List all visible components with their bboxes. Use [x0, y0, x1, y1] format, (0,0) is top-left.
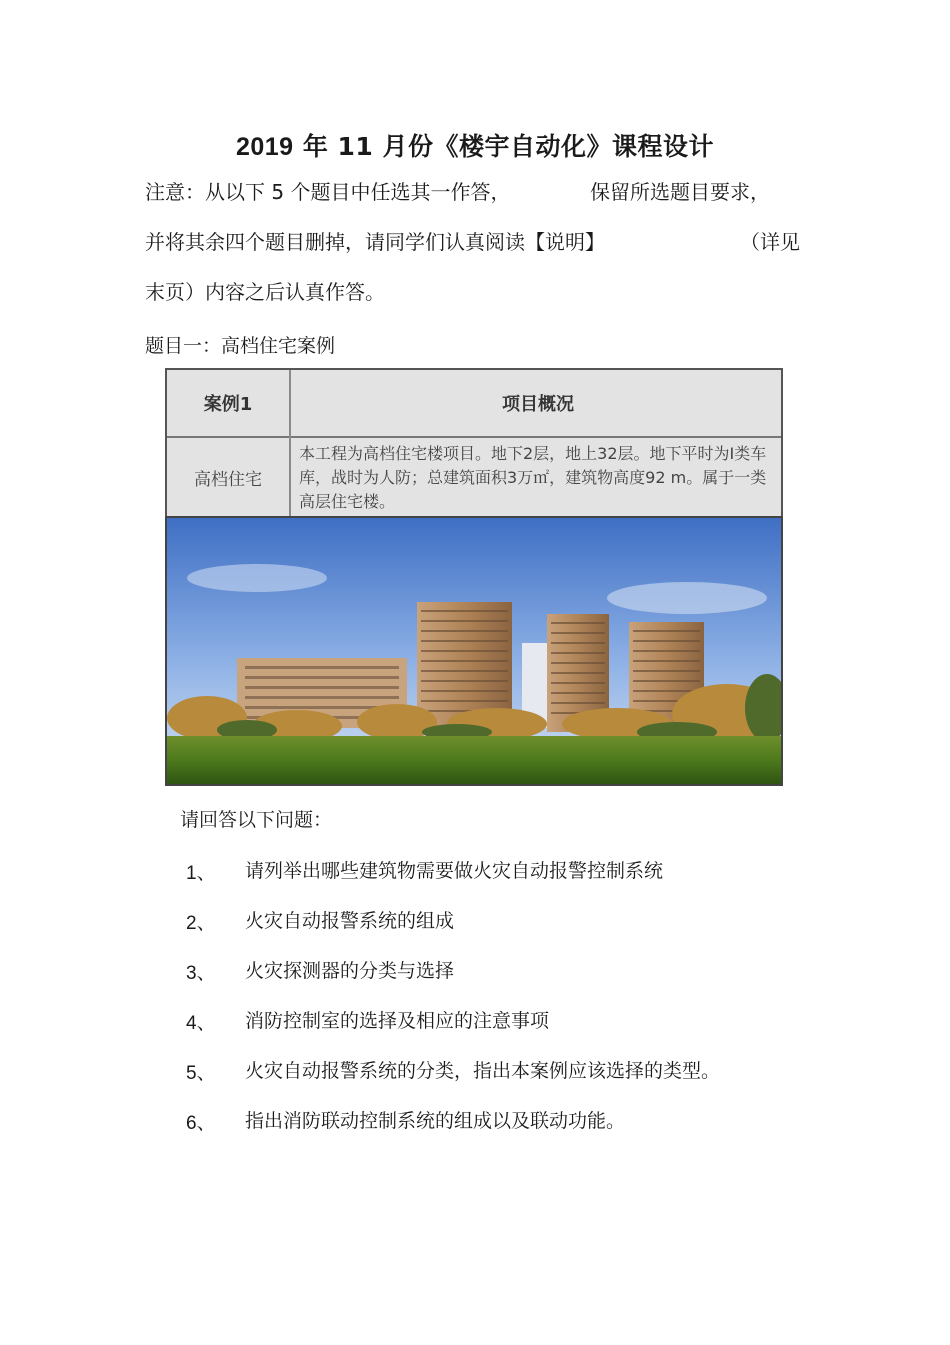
note-line-2b: （详见 — [740, 230, 800, 254]
question-number-5: 5、 — [186, 1063, 216, 1084]
question-number-1: 1、 — [186, 863, 216, 884]
question-text-4: 消防控制室的选择及相应的注意事项 — [245, 1010, 550, 1032]
question-text-2: 火灾自动报警系统的组成 — [245, 910, 455, 932]
case-table — [165, 368, 783, 516]
question-text-5: 火灾自动报警系统的分类，指出本案例应该选择的类型。 — [245, 1060, 721, 1082]
page-title — [0, 127, 950, 163]
question-text-6: 指出消防联动控制系统的组成以及联动功能。 — [245, 1110, 626, 1132]
table-header-case: 案例1 — [203, 394, 253, 415]
building-rendering-image — [165, 516, 783, 786]
note-line-3: 末页）内容之后认真作答。 — [145, 280, 385, 304]
question-number-4: 4、 — [186, 1013, 216, 1034]
note-line-1: 注意：从以下 5 个题目中任选其一作答， — [145, 180, 511, 204]
title-year: 2019 — [235, 133, 294, 161]
questions-prompt: 请回答以下问题： — [180, 809, 333, 831]
topic-heading: 题目一：高档住宅案例 — [145, 335, 336, 357]
question-number-3: 3、 — [186, 963, 216, 984]
question-number-6: 6、 — [186, 1113, 216, 1134]
title-text: 年 11 月份《楼宇自动化》课程设计 — [302, 132, 715, 161]
building-illustration — [167, 518, 781, 784]
note-line-1b: 保留所选题目要求， — [590, 180, 770, 204]
table-header-overview: 项目概况 — [502, 394, 574, 415]
note-line-2: 并将其余四个题目删掉，请同学们认真阅读【说明】 — [145, 230, 605, 254]
table-cell-description: 本工程为高档住宅楼项目。地下2层，地上32层。地下平时为Ⅰ类车库，战时为人防；总建筑面积3万㎡，建筑物高度92 m。属于一类高层住宅楼。 — [299, 444, 767, 511]
table-cell-name: 高档住宅 — [194, 469, 262, 490]
question-number-2: 2、 — [186, 913, 216, 934]
question-text-1: 请列举出哪些建筑物需要做火灾自动报警控制系统 — [245, 860, 664, 882]
question-text-3: 火灾探测器的分类与选择 — [245, 960, 455, 982]
